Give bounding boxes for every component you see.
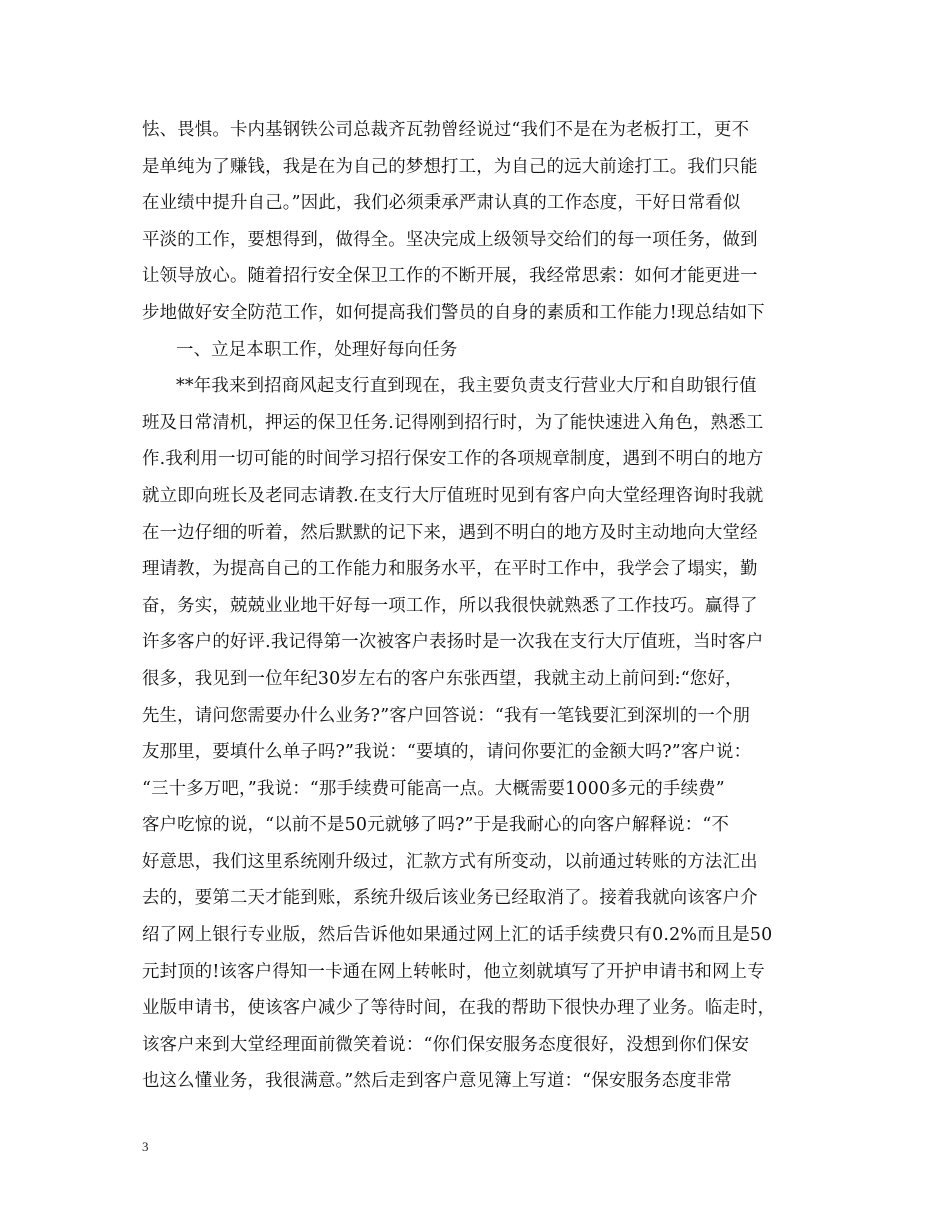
text-line: 也这么懂业务，我很满意。”然后走到客户意见簿上写道：“保安服务态度非常	[142, 1071, 732, 1092]
text-line: 业版申请书，使该客户减少了等待时间，在我的帮助下很快办理了业务。临走时，	[142, 998, 776, 1019]
text-line: 是单纯为了赚钱，我是在为自己的梦想打工，为自己的远大前途打工。我们只能	[142, 156, 758, 177]
text-line: 作.我利用一切可能的时间学习招行保安工作的各项规章制度，遇到不明白的地方	[142, 449, 764, 470]
text-line: 在一边仔细的听着，然后默默的记下来，遇到不明白的地方及时主动地向大堂经	[142, 522, 758, 543]
text-line: 让领导放心。随着招行安全保卫工作的不断开展，我经常思索：如何才能更进一	[142, 266, 758, 287]
text-line: 客户吃惊的说，“以前不是50元就够了吗?”于是我耐心的向客户解释说：“不	[142, 815, 730, 836]
text-line: 元封顶的!该客户得知一卡通在网上转帐时，他立刻就填写了开护申请书和网上专	[142, 961, 765, 982]
text-line: 奋，务实，兢兢业业地干好每一项工作，所以我很快就熟悉了工作技巧。赢得了	[142, 595, 758, 616]
text-line: 许多客户的好评.我记得第一次被客户表扬时是一次我在支行大厅值班，当时客户	[142, 632, 764, 653]
text-line: 就立即向班长及老同志请教.在支行大厅值班时见到有客户向大堂经理咨询时我就	[142, 485, 764, 506]
text-line: “三十多万吧，”我说：“那手续费可能高一点。大概需要1000多元的手续费”	[142, 778, 725, 799]
text-line: 友那里，要填什么单子吗?”我说：“要填的，请问你要汇的金额大吗?”客户说：	[142, 742, 752, 763]
text-line: 好意思，我们这里系统刚升级过，汇款方式有所变动，以前通过转账的方法汇出	[142, 851, 758, 872]
text-line: 一、立足本职工作，处理好每向任务	[176, 339, 458, 360]
text-line: 怯、畏惧。卡内基钢铁公司总裁齐瓦勃曾经说过“我们不是在为老板打工，更不	[142, 120, 750, 140]
text-line: 该客户来到大堂经理面前微笑着说：“你们保安服务态度很好，没想到你们保安	[142, 1034, 750, 1055]
text-line: 先生，请问您需要办什么业务?”客户回答说：“我有一笔钱要汇到深圳的一个朋	[142, 705, 751, 726]
text-line: **年我来到招商风起支行直到现在，我主要负责支行营业大厅和自助银行值	[176, 376, 757, 397]
text-line: 平淡的工作，要想得到，做得全。坚决完成上级领导交给们的每一项任务，做到	[142, 229, 758, 250]
text-line: 理请教，为提高自己的工作能力和服务水平，在平时工作中，我学会了塌实，勤	[142, 559, 758, 580]
text-line: 在业绩中提升自己。”因此，我们必须秉承严肃认真的工作态度，干好日常看似	[142, 193, 741, 214]
page-number: 3	[142, 1139, 149, 1154]
text-line: 绍了网上银行专业版，然后告诉他如果通过网上汇的话手续费只有0.2%而且是50	[142, 925, 773, 946]
text-line: 步地做好安全防范工作，如何提高我们警员的自身的素质和工作能力!现总结如下	[142, 302, 765, 323]
text-line: 很多，我见到一位年纪30岁左右的客户东张西望，我就主动上前问到:“您好，	[142, 668, 743, 689]
text-line: 班及日常清机，押运的保卫任务.记得刚到招行时，为了能快速进入角色，熟悉工	[142, 412, 764, 433]
text-line: 去的，要第二天才能到账，系统升级后该业务已经取消了。接着我就向该客户介	[142, 888, 758, 909]
body-text	[142, 112, 810, 1100]
